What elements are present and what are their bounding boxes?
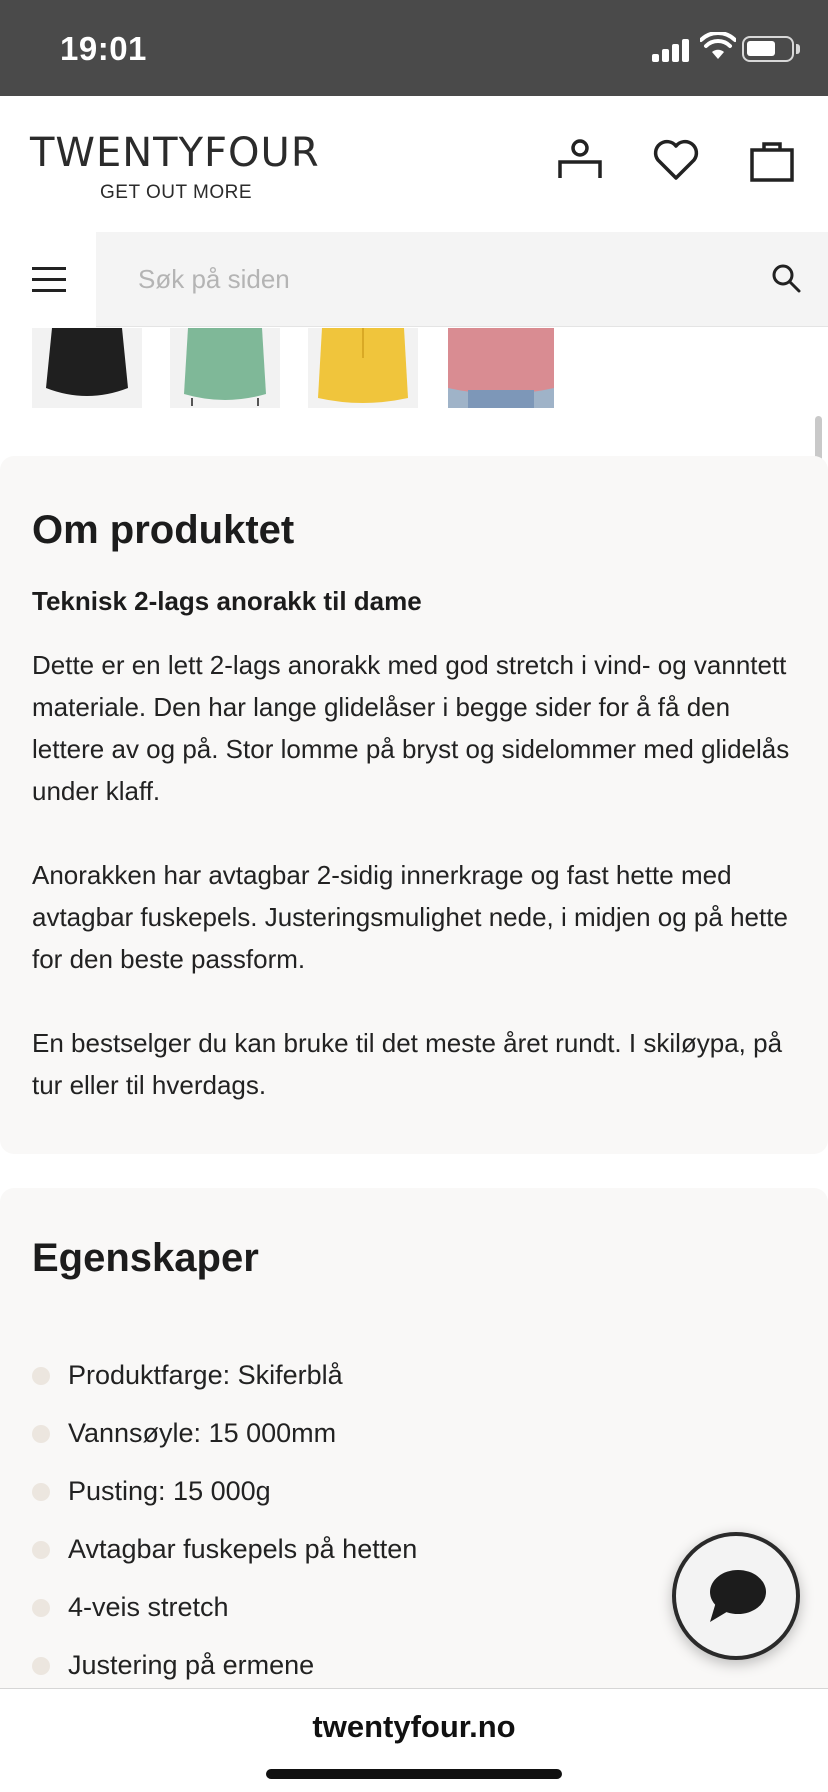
feature-item: Produktfarge: Skiferblå [32,1346,417,1404]
bag-icon[interactable] [748,136,796,184]
wifi-icon [700,32,736,62]
features-title: Egenskaper [32,1236,259,1280]
site-logo[interactable] [30,130,320,203]
feature-item: 4-veis stretch [32,1578,417,1636]
search-icon[interactable] [770,262,802,294]
account-icon[interactable] [556,136,604,184]
color-thumbnail-green[interactable] [170,328,280,408]
chat-button[interactable] [672,1532,800,1660]
url-text[interactable]: twentyfour.no [312,1709,516,1744]
browser-url-bar[interactable] [0,1688,828,1792]
battery-icon [742,36,794,62]
about-subtitle: Teknisk 2-lags anorakk til dame [32,586,422,616]
about-title: Om produktet [32,508,295,552]
cellular-signal-icon [652,38,692,62]
color-thumbnail-black[interactable] [32,328,142,408]
status-time: 19:01 [60,30,147,67]
feature-item: Justering på ermene [32,1636,417,1694]
home-indicator[interactable] [266,1769,562,1779]
chat-bubble-icon [706,1568,766,1624]
features-list [32,1346,417,1694]
color-thumbnail-yellow[interactable] [308,328,418,408]
about-paragraph: En bestselger du kan bruke til det meste året rundt. I skiløypa, på tur eller til hverdags. [32,1028,783,1100]
heart-icon[interactable] [652,136,700,184]
feature-item: Avtagbar fuskepels på hetten [32,1520,417,1578]
site-header [0,96,828,232]
feature-item: Pusting: 15 000g [32,1462,417,1520]
status-bar [0,0,828,96]
feature-item: Vannsøyle: 15 000mm [32,1404,417,1462]
search-bar [0,232,828,327]
logo-text: TWENTYFOUR [30,130,320,176]
about-paragraph: Dette er en lett 2-lags anorakk med god stretch i vind- og vanntett materiale. Den har lange glidelåser i begge sider for å få den lettere av og på. Stor lomme på bryst og sidelommer med glidelås under klaff. [32,650,790,806]
search-input[interactable] [120,232,740,327]
menu-button[interactable] [0,232,96,327]
logo-tagline: GET OUT MORE [100,182,253,203]
color-thumbnail-pink[interactable] [448,328,554,408]
jacket-shape [46,328,128,396]
about-paragraph: Anorakken har avtagbar 2-sidig innerkrage og fast hette med avtagbar fuskepels. Justeringsmulighet nede, i midjen og på hette for den beste passform. [32,860,788,974]
product-about-card [0,456,828,1154]
